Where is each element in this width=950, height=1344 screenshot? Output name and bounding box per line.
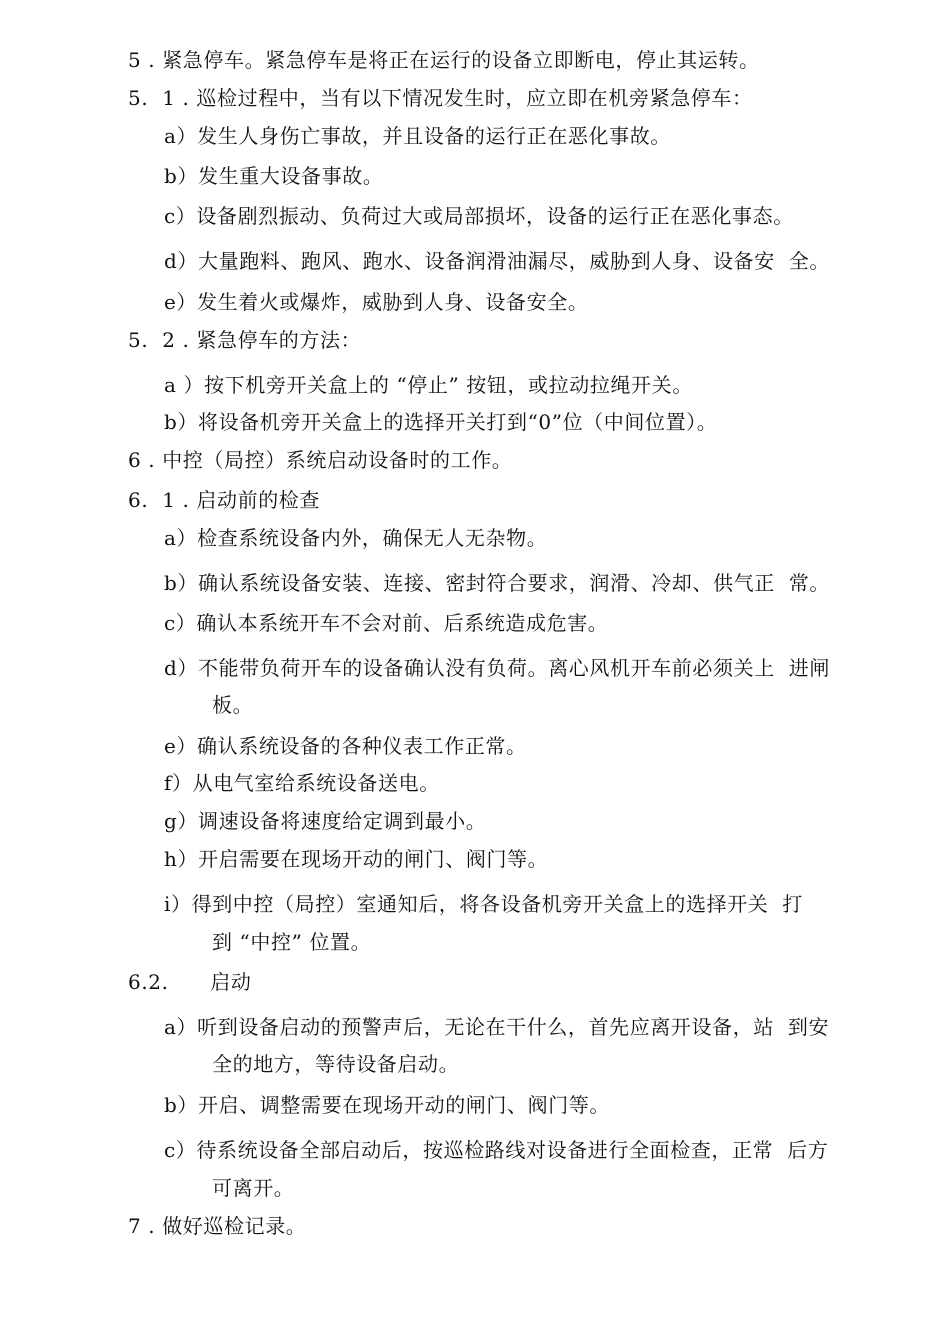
list-item-6-1-c: c）确认本系统开车不会对前、后系统造成危害。 <box>164 611 609 635</box>
section-7-heading: 7 . 做好巡检记录。 <box>128 1214 307 1238</box>
list-item-6-2-a: a）听到设备启动的预警声后，无论在干什么，首先应离开设备，站 到安 <box>164 1015 830 1039</box>
list-item-6-1-i: i）得到中控（局控）室通知后，将各设备机旁开关盒上的选择开关 打 <box>164 892 803 916</box>
list-item-6-1-h: h）开启需要在现场开动的闸门、阀门等。 <box>164 847 549 871</box>
section-5-1-heading: 5. 1 . 巡检过程中，当有以下情况发生时，应立即在机旁紧急停车： <box>128 86 753 110</box>
list-item-5-1-b: b）发生重大设备事故。 <box>164 164 384 188</box>
list-item-5-1-c: c）设备剧烈振动、负荷过大或局部损坏，设备的运行正在恶化事态。 <box>164 204 794 228</box>
list-item-6-1-a: a）检查系统设备内外，确保无人无杂物。 <box>164 526 548 550</box>
list-item-6-1-b: b）确认系统设备安装、连接、密封符合要求，润滑、冷却、供气正 常。 <box>164 571 830 595</box>
section-5-heading: 5 . 紧急停车。紧急停车是将正在运行的设备立即断电，停止其运转。 <box>128 48 760 72</box>
list-item-6-1-g: g）调速设备将速度给定调到最小。 <box>164 809 487 833</box>
list-item-6-1-e: e）确认系统设备的各种仪表工作正常。 <box>164 734 527 758</box>
list-item-6-2-b: b）开启、调整需要在现场开动的闸门、阀门等。 <box>164 1093 611 1117</box>
section-5-2-heading: 5. 2 . 紧急停车的方法： <box>128 328 362 352</box>
section-6-1-heading: 6. 1 . 启动前的检查 <box>128 488 320 512</box>
list-item-6-2-c-cont: 可离开。 <box>212 1176 295 1200</box>
list-item-6-2-c: c）待系统设备全部启动后，按巡检路线对设备进行全面检查，正常 后方 <box>164 1138 829 1162</box>
section-6-heading: 6 . 中控（局控）系统启动设备时的工作。 <box>128 448 513 472</box>
list-item-6-1-d: d）不能带负荷开车的设备确认没有负荷。离心风机开车前必须关上 进闸 <box>164 656 830 680</box>
list-item-6-2-a-cont: 全的地方，等待设备启动。 <box>212 1052 460 1076</box>
list-item-5-1-e: e）发生着火或爆炸，威胁到人身、设备安全。 <box>164 290 589 314</box>
list-item-5-1-d: d）大量跑料、跑风、跑水、设备润滑油漏尽，威胁到人身、设备安 全。 <box>164 249 830 273</box>
list-item-6-1-i-cont: 到 “中控” 位置。 <box>212 930 372 954</box>
list-item-6-1-f: f）从电气室给系统设备送电。 <box>164 771 440 795</box>
list-item-6-1-d-cont: 板。 <box>212 693 254 717</box>
section-6-2-heading: 6.2. 启动 <box>128 970 252 994</box>
list-item-5-2-a: a ）按下机旁开关盒上的 “停止” 按钮，或拉动拉绳开关。 <box>164 373 693 397</box>
list-item-5-1-a: a）发生人身伤亡事故，并且设备的运行正在恶化事故。 <box>164 124 671 148</box>
list-item-5-2-b: b）将设备机旁开关盒上的选择开关打到“0”位（中间位置）。 <box>164 410 718 434</box>
